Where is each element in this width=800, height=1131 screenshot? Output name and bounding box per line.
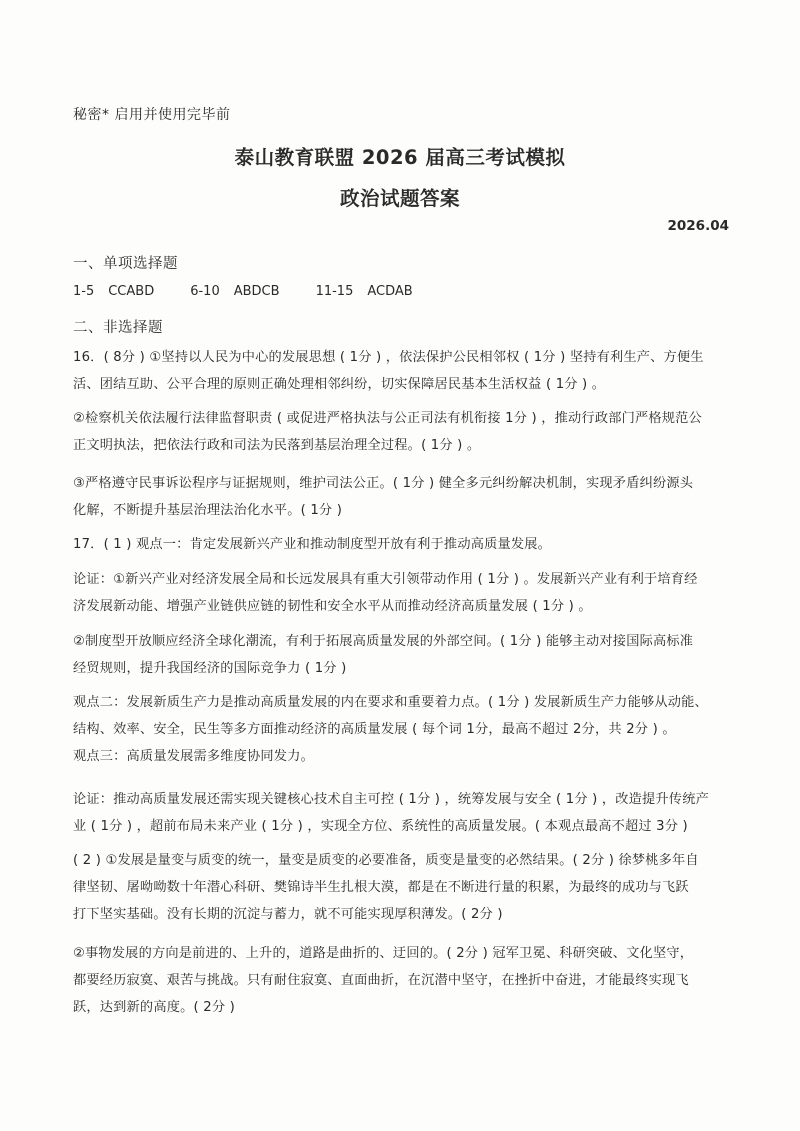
text-line: 17．( 1 ) 观点一：肯定发展新兴产业和推动制度型开放有利于推动高质量发展。 bbox=[73, 537, 552, 552]
text-line: ②检察机关依法履行法律监督职责 ( 或促进严格执法与公正司法有机衔接 1分 ) ，推动行政部门严格规范公 bbox=[73, 411, 702, 426]
text-line: 化解，不断提升基层治理法治化水平。( 1分 ) bbox=[73, 503, 343, 518]
text-line: 都要经历寂寞、艰苦与挑战。只有耐住寂寞、直面曲折，在沉潜中坚守，在挫折中奋进，才能最终实现飞 bbox=[73, 973, 689, 988]
text-line: 论证：①新兴产业对经济发展全局和长远发展具有重大引领带动作用 ( 1分 ) 。发展新兴产业有利于培育经 bbox=[73, 572, 698, 587]
document-title: 泰山教育联盟 2026 届高三考试模拟 bbox=[234, 146, 566, 169]
text-line: 16．( 8分 ) ①坚持以人民为中心的发展思想 ( 1分 ) ，依法保护公民相邻权 ( 1分 ) 坚持有利生产、方便生 bbox=[73, 350, 704, 365]
answer-paragraph bbox=[73, 628, 733, 682]
answer-paragraph bbox=[73, 847, 733, 928]
text-line: 论证：推动高质量发展还需实现关键核心技术自主可控 ( 1分 ) ，统筹发展与安全 ( 1分 ) ，改造提升传统产 bbox=[73, 792, 709, 807]
document-subtitle: 政治试题答案 bbox=[339, 187, 460, 210]
text-line: 打下坚实基础。没有长期的沉淀与蓄力，就不可能实现厚积薄发。( 2分 ) bbox=[73, 907, 503, 922]
confidential-notice: 秘密* 启用并使用完毕前 bbox=[73, 107, 231, 123]
answer-paragraph bbox=[73, 689, 733, 770]
answer-paragraph bbox=[73, 344, 733, 398]
answer-group bbox=[316, 284, 413, 299]
text-line: 业 ( 1分 ) ，超前布局未来产业 ( 1分 ) ，实现全方位、系统性的高质量发展。( 本观点最高不超过 3分 ) bbox=[73, 819, 688, 834]
text-line: 观点三：高质量发展需多维度协同发力。 bbox=[73, 749, 314, 764]
document-date: 2026.04 bbox=[667, 218, 729, 234]
text-line: 济发展新动能、增强产业链供应链的韧性和安全水平从而推动经济高质量发展 ( 1分 ) 。 bbox=[73, 599, 592, 614]
answer-range: 11-15 bbox=[315, 284, 354, 299]
answer-paragraph bbox=[73, 405, 733, 459]
answer-paragraph bbox=[73, 470, 733, 524]
answer-key-row bbox=[73, 284, 449, 299]
section-heading-single-choice: 一、单项选择题 bbox=[73, 256, 178, 272]
text-line: 正文明执法，把依法行政和司法为民落到基层治理全过程。( 1分 ) 。 bbox=[73, 438, 481, 453]
text-line: ③严格遵守民事诉讼程序与证据规则，维护司法公正。( 1分 ) 健全多元纠纷解决机制，实现矛盾纠纷源头 bbox=[73, 476, 694, 491]
text-line: ②事物发展的方向是前进的、上升的，道路是曲折的、迂回的。( 2分 ) 冠军卫冕、科研突破、文化坚守， bbox=[73, 946, 694, 961]
text-line: ( 2 ) ①发展是量变与质变的统一，量变是质变的必要准备，质变是量变的必然结果。( 2分 ) 徐梦桃多年自 bbox=[73, 853, 699, 868]
answer-range: 6-10 bbox=[190, 284, 220, 299]
text-line: 观点二：发展新质生产力是推动高质量发展的内在要求和重要着力点。( 1分 ) 发展新质生产力能够从动能、 bbox=[73, 695, 708, 710]
text-line: 经贸规则，提升我国经济的国际竞争力 ( 1分 ) bbox=[73, 661, 347, 676]
text-line: 律坚韧、屠呦呦数十年潜心科研、樊锦诗半生扎根大漠，都是在不断进行量的积累，为最终的成功与飞跃 bbox=[73, 880, 689, 895]
text-line: 跃，达到新的高度。( 2分 ) bbox=[73, 1000, 235, 1015]
text-line: 活、团结互助、公平合理的原则正确处理相邻纠纷，切实保障居民基本生活权益 ( 1分 ) 。 bbox=[73, 377, 606, 392]
answer-paragraph bbox=[73, 940, 733, 1021]
answer-paragraph bbox=[73, 786, 733, 840]
answer-group bbox=[190, 284, 279, 299]
answer-paragraph bbox=[73, 531, 733, 558]
answer-range: 1-5 bbox=[73, 284, 95, 299]
answer-letters: ABDCB bbox=[233, 284, 280, 299]
text-line: ②制度型开放顺应经济全球化潮流，有利于拓展高质量发展的外部空间。( 1分 ) 能够主动对接国际高标准 bbox=[73, 634, 694, 649]
text-line: 结构、效率、安全，民生等多方面推动经济的高质量发展 ( 每个词 1分，最高不超过 2分，共 2分 ) 。 bbox=[73, 722, 676, 737]
answer-letters: CCABD bbox=[108, 284, 155, 299]
answer-paragraph bbox=[73, 566, 733, 620]
section-heading-non-choice: 二、非选择题 bbox=[73, 320, 163, 336]
answer-group bbox=[73, 284, 154, 299]
answer-letters: ACDAB bbox=[367, 284, 413, 299]
